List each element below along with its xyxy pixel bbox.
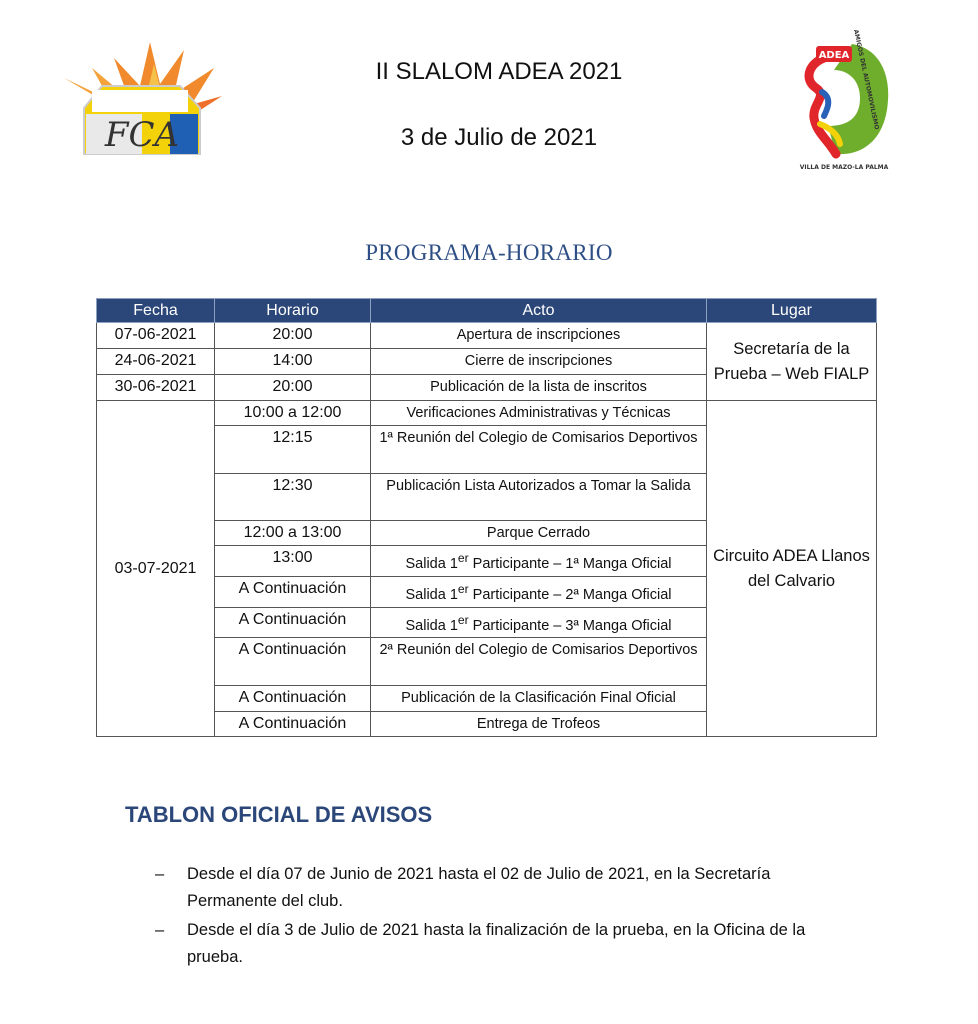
page-title: II SLALOM ADEA 2021 [375, 58, 623, 85]
schedule-table [96, 298, 877, 737]
table-row [97, 401, 877, 426]
adea-ring-text: AMIGOS DEL AUTOMOVILISMO [852, 28, 881, 131]
horario-cell: 10:00 a 12:00 [215, 401, 371, 426]
horario-cell: 13:00 [215, 546, 371, 577]
lugar-cell: Circuito ADEA Llanos del Calvario [707, 401, 877, 737]
adea-location-text: VILLA DE MAZO-LA PALMA [799, 164, 889, 171]
horario-cell: A Continuación [215, 607, 371, 638]
dash-bullet-icon: – [155, 921, 165, 939]
column-header-lugar: Lugar [707, 299, 877, 323]
event-date: 3 de Julio de 2021 [400, 124, 598, 151]
fecha-cell: 30-06-2021 [97, 375, 215, 401]
acto-cell: Salida 1er Participante – 2ª Manga Oficial [371, 576, 707, 607]
horario-cell: 12:30 [215, 474, 371, 521]
fecha-cell: 03-07-2021 [97, 401, 215, 737]
acto-cell: Entrega de Trofeos [371, 712, 707, 737]
column-header-horario: Horario [215, 299, 371, 323]
acto-cell: Publicación Lista Autorizados a Tomar la Salida [371, 474, 707, 521]
acto-cell: Publicación de la lista de inscritos [371, 375, 707, 401]
horario-cell: 14:00 [215, 349, 371, 375]
dash-bullet-icon: – [155, 865, 165, 883]
acto-cell: Apertura de inscripciones [371, 323, 707, 349]
horario-cell: 20:00 [215, 323, 371, 349]
adea-logo [794, 28, 894, 173]
acto-cell: Salida 1er Participante – 3ª Manga Oficial [371, 607, 707, 638]
horario-cell: 12:15 [215, 426, 371, 474]
adea-logo-text: ADEA [818, 50, 850, 61]
horario-cell: 20:00 [215, 375, 371, 401]
horario-cell: A Continuación [215, 638, 371, 686]
horario-cell: A Continuación [215, 576, 371, 607]
acto-cell: Cierre de inscripciones [371, 349, 707, 375]
acto-cell: Verificaciones Administrativas y Técnicas [371, 401, 707, 426]
fecha-cell: 07-06-2021 [97, 323, 215, 349]
fecha-cell: 24-06-2021 [97, 349, 215, 375]
fca-logo-text: FCA [104, 115, 180, 155]
acto-cell: Parque Cerrado [371, 521, 707, 546]
acto-cell: Publicación de la Clasificación Final Oficial [371, 686, 707, 712]
list-item-text: Desde el día 3 de Julio de 2021 hasta la finalización de la prueba, en la Oficina de la prueba. [187, 921, 806, 966]
list-item [155, 861, 855, 915]
acto-cell: 2ª Reunión del Colegio de Comisarios Deportivos [371, 638, 707, 686]
program-heading: PROGRAMA-HORARIO [365, 240, 613, 265]
lugar-cell: Secretaría de la Prueba – Web FIALP [707, 323, 877, 401]
acto-cell: 1ª Reunión del Colegio de Comisarios Deportivos [371, 426, 707, 474]
list-item [155, 917, 855, 971]
horario-cell: A Continuación [215, 686, 371, 712]
column-header-acto: Acto [371, 299, 707, 323]
list-item-text: Desde el día 07 de Junio de 2021 hasta el 02 de Julio de 2021, en la Secretaría Permanente del club. [187, 865, 771, 910]
horario-cell: 12:00 a 13:00 [215, 521, 371, 546]
table-row [97, 323, 877, 349]
acto-cell: Salida 1er Participante – 1ª Manga Oficial [371, 546, 707, 577]
column-header-fecha: Fecha [97, 299, 215, 323]
table-header-row [97, 299, 877, 323]
avisos-heading: TABLON OFICIAL DE AVISOS [125, 802, 433, 827]
avisos-list [155, 861, 855, 973]
horario-cell: A Continuación [215, 712, 371, 737]
